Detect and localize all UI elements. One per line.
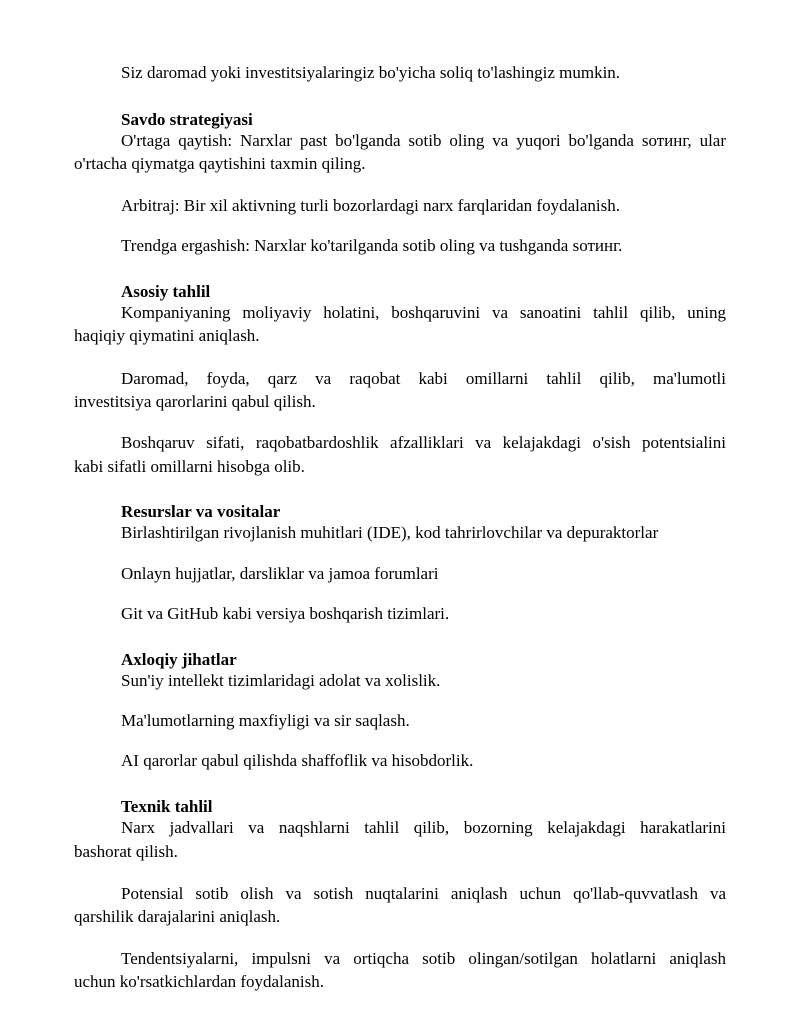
section-heading-resurslar: Resurslar va vositalar [121,502,281,521]
asosiy-p1-line2: haqiqiy qiymatini aniqlash. [74,326,260,345]
section-heading-asosiy: Asosiy tahlil [121,282,211,301]
asosiy-p2-line1: Daromad, foyda, qarz va raqobat kabi omillarni tahlil qilib, ma'lumotli [121,369,726,388]
texnik-p2-line1: Potensial sotib olish va sotish nuqtalarini aniqlash uchun qo'llab-quvvatlash va [121,884,726,903]
asosiy-p1-line1: Kompaniyaning moliyaviy holatini, boshqaruvini va sanoatini tahlil qilib, uning [121,303,726,322]
savdo-p2: Arbitraj: Bir xil aktivning turli bozorlardagi narx farqlaridan foydalanish. [121,196,620,215]
section-heading-texnik: Texnik tahlil [121,797,213,816]
resurslar-p1: Birlashtirilgan rivojlanish muhitlari (IDE), kod tahrirlovchilar va depuraktorlar [121,523,659,542]
resurslar-p2: Onlayn hujjatlar, darsliklar va jamoa forumlari [121,564,439,583]
section-heading-axloqiy: Axloqiy jihatlar [121,650,237,669]
asosiy-p3-line1: Boshqaruv sifati, raqobatbardoshlik afzalliklari va kelajakdagi o'sish potentsialini [121,433,726,452]
axloqiy-p3: AI qarorlar qabul qilishda shaffoflik va hisobdorlik. [121,751,474,770]
resurslar-p3: Git va GitHub kabi versiya boshqarish tizimlari. [121,604,450,623]
axloqiy-p1: Sun'iy intellekt tizimlaridagi adolat va xolislik. [121,671,441,690]
texnik-p3-line1: Tendentsiyalarni, impulsni va ortiqcha sotib olingan/sotilgan holatlarni aniqlash [121,949,726,968]
savdo-p3: Trendga ergashish: Narxlar ko'tarilganda sotib oling va tushganda sотинг. [121,236,623,255]
texnik-p2-line2: qarshilik darajalarini aniqlash. [74,907,281,926]
texnik-p1-line1: Narx jadvallari va naqshlarni tahlil qilib, bozorning kelajakdagi harakatlarini [121,818,726,837]
savdo-p1-line2: o'rtacha qiymatga qaytishini taxmin qiling. [74,154,366,173]
axloqiy-p2: Ma'lumotlarning maxfiyligi va sir saqlash. [121,711,410,730]
texnik-p1-line2: bashorat qilish. [74,842,178,861]
texnik-p3-line2: uchun ko'rsatkichlardan foydalanish. [74,972,324,991]
asosiy-p2-line2: investitsiya qarorlarini qabul qilish. [74,392,316,411]
section-heading-savdo: Savdo strategiyasi [121,110,253,129]
savdo-p1-line1: O'rtaga qaytish: Narxlar past bo'lganda sotib oling va yuqori bo'lganda sотинг, ular [121,131,726,150]
intro-paragraph: Siz daromad yoki investitsiyalaringiz bo'yicha soliq to'lashingiz mumkin. [121,63,621,82]
asosiy-p3-line2: kabi sifatli omillarni hisobga olib. [74,457,305,476]
